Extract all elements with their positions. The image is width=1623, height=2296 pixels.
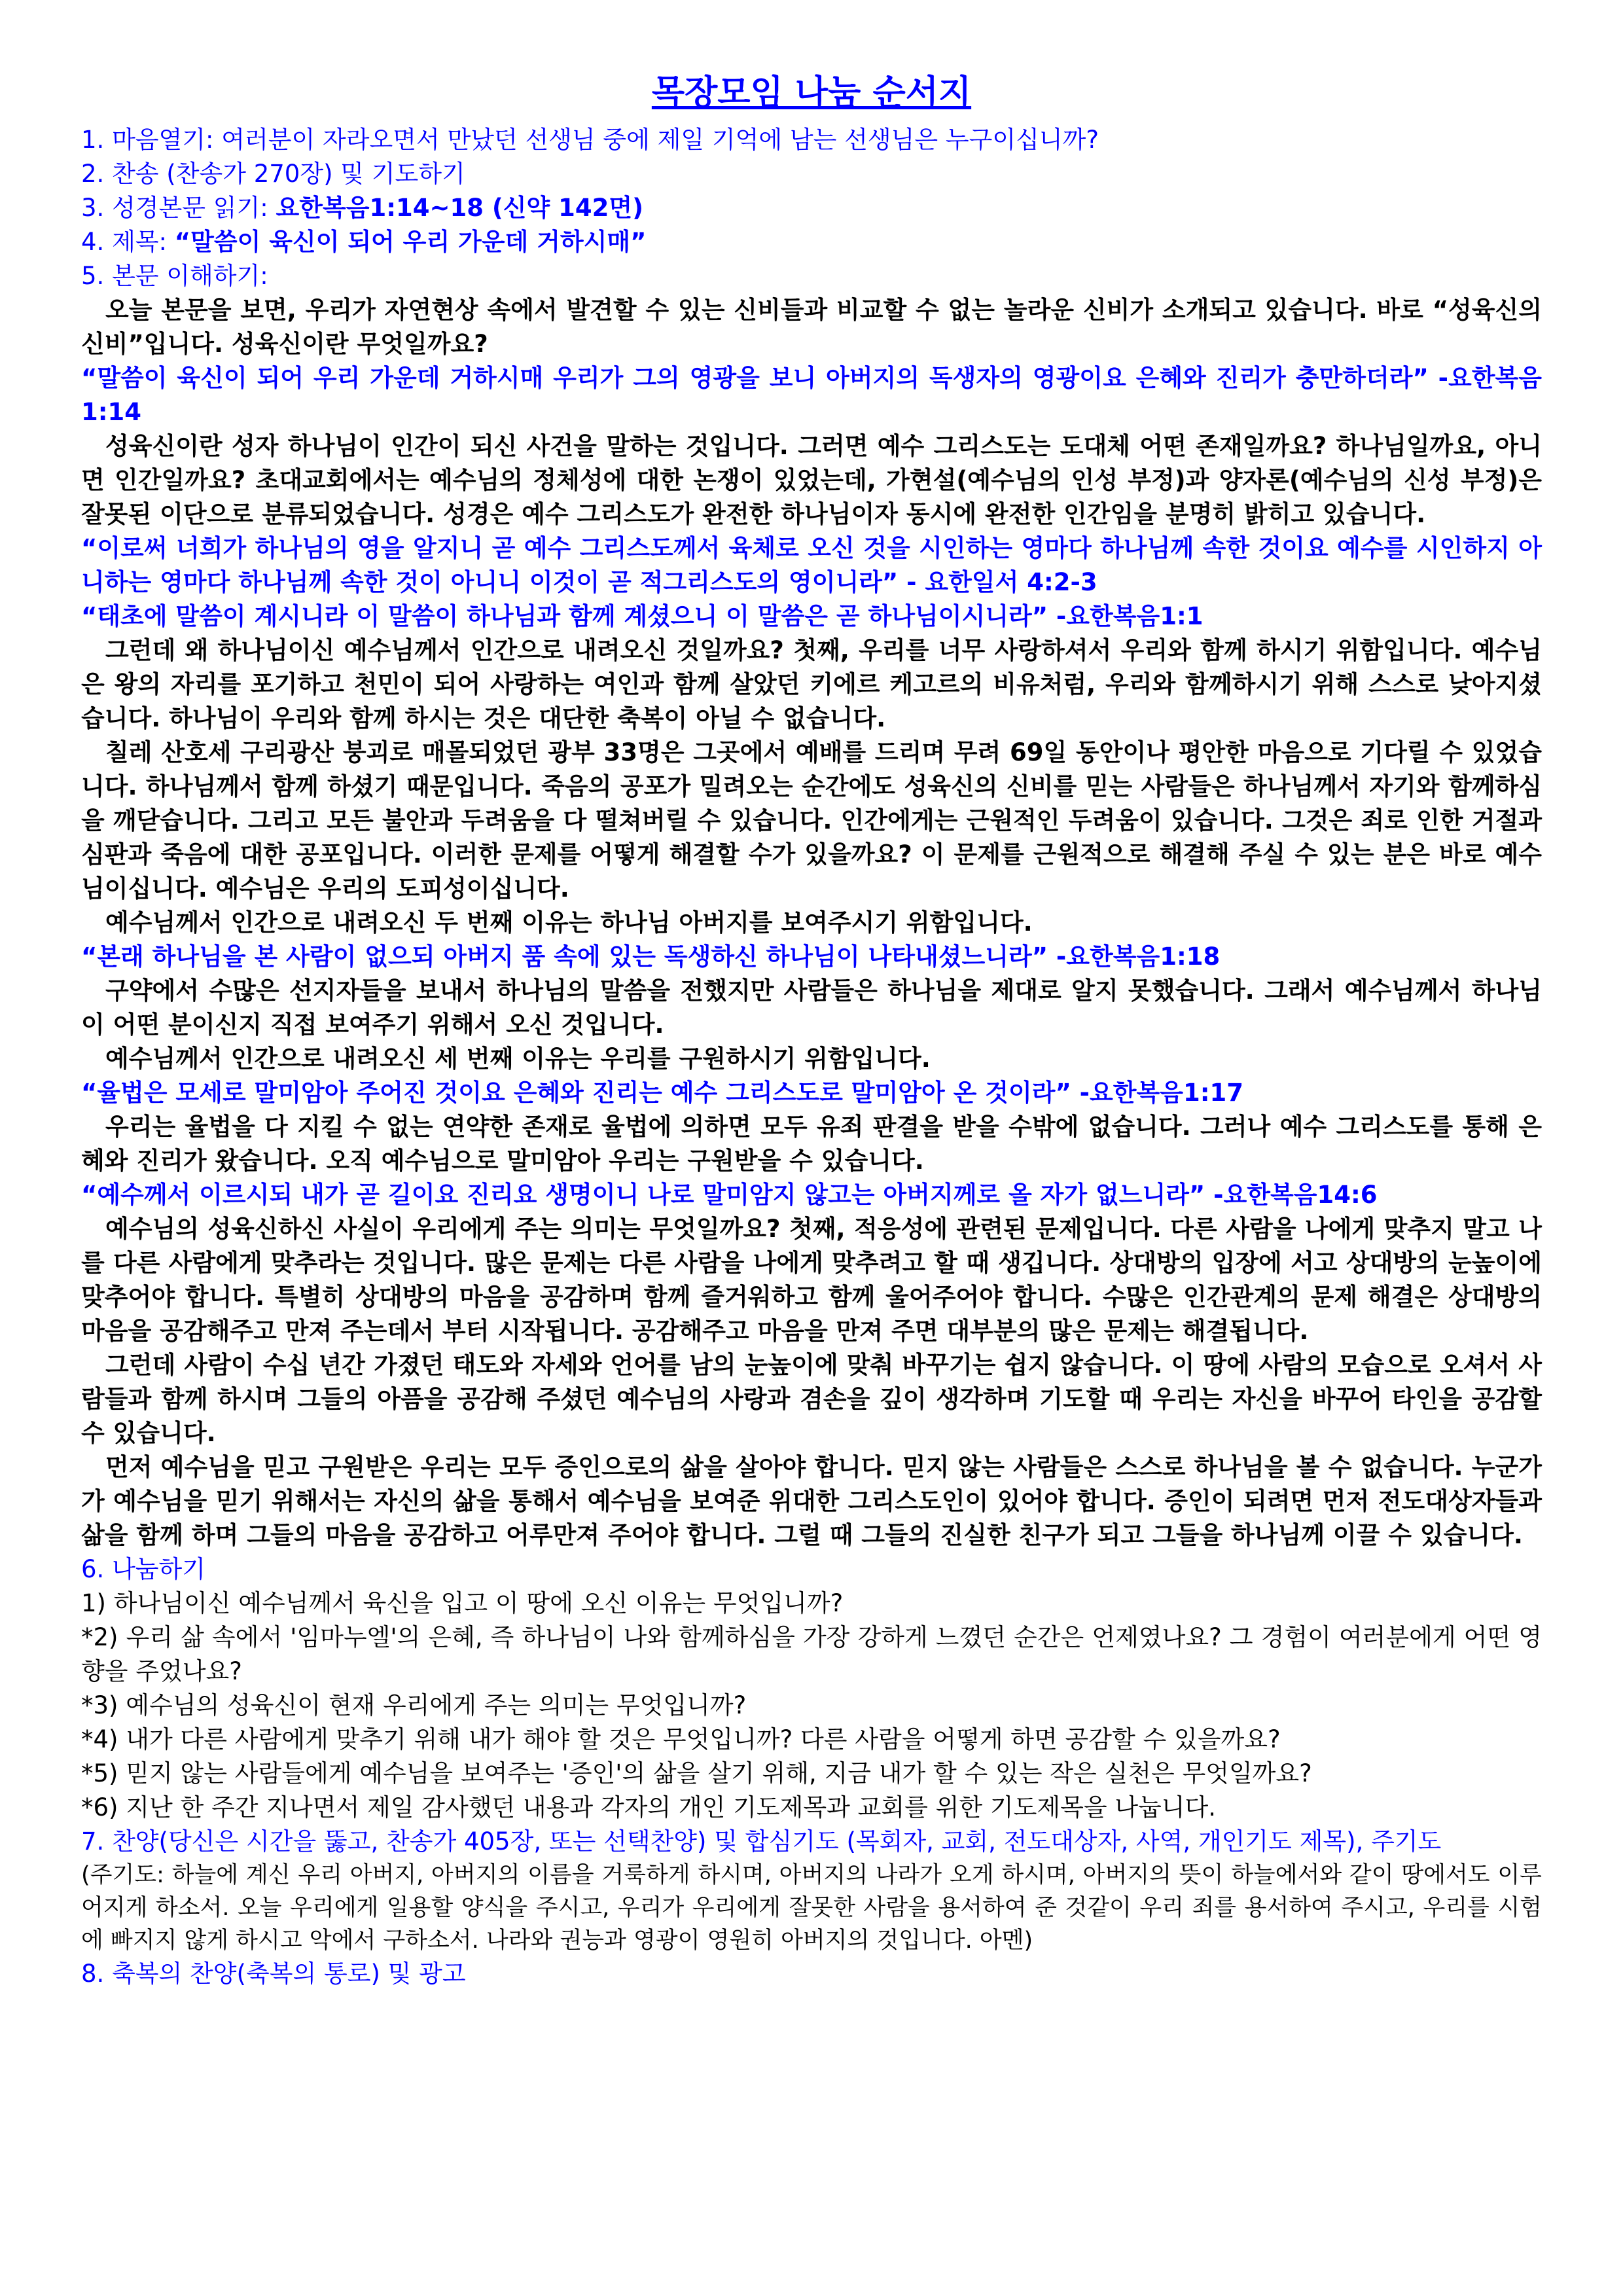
body-paragraph: 예수님께서 인간으로 내려오신 세 번째 이유는 우리를 구원하시기 위함입니다.: [105, 1045, 931, 1073]
sharing-question: 1) 하나님이신 예수님께서 육신을 입고 이 땅에 오신 이유는 무엇입니까?: [81, 1589, 844, 1617]
sharing-question: *3) 예수님의 성육신이 현재 우리에게 주는 의미는 무엇입니까?: [81, 1691, 747, 1719]
item-4-label: 4. 제목:: [81, 228, 175, 256]
body-paragraph: 예수님의 성육신하신 사실이 우리에게 주는 의미는 무엇일까요? 첫째, 적응성에 관련된 문제입니다. 다른 사람을 나에게 맞추지 말고 나를 다른 사람에게 맞추라는 것입니다. 많은 문제는 다른 사람을 나에게 맞추려고 할 때 생깁니다. 상대방의 입장에 서고 상대방의 눈높이에 맞추어야 합니다. 특별히 상대방의 마음을 공감하며 함께 즐거워하고 함께 울어주어야 합니다. 수많은 인간관계의 문제 해결은 상대방의 마음을 공감해주고 만져 주는데서 부터 시작됩니다. 공감해주고 마음을 만져 주면 대부분의 많은 문제는 해결됩니다.: [81, 1215, 1542, 1345]
item-1-opening: 1. 마음열기: 여러분이 자라오면서 만났던 선생님 중에 제일 기억에 남는 선생님은 누구이십니까?: [81, 126, 1099, 154]
body-paragraph: 그런데 사람이 수십 년간 가졌던 태도와 자세와 언어를 남의 눈높이에 맞춰 바꾸기는 쉽지 않습니다. 이 땅에 사람의 모습으로 오셔서 사람들과 함께 하시며 그들의 아픔을 공감해 주셨던 예수님의 사랑과 겸손을 깊이 생각하며 기도할 때 우리는 자신을 바꾸어 타인을 공감할 수 있습니다.: [81, 1351, 1542, 1447]
body-paragraph: 오늘 본문을 보면, 우리가 자연현상 속에서 발견할 수 있는 신비들과 비교할 수 없는 놀라운 신비가 소개되고 있습니다. 바로 “성육신의 신비”입니다. 성육신이란 무엇일까요?: [81, 296, 1542, 358]
body-paragraph: 칠레 산호세 구리광산 붕괴로 매몰되었던 광부 33명은 그곳에서 예배를 드리며 무려 69일 동안이나 평안한 마음으로 기다릴 수 있었습니다. 하나님께서 함께 하셨기 때문입니다. 죽음의 공포가 밀려오는 순간에도 성육신의 신비를 믿는 사람들은 하나님께서 자기와 함께하심을 깨닫습니다. 그리고 모든 불안과 두려움을 다 떨쳐버릴 수 있습니다. 인간에게는 근원적인 두려움이 있습니다. 그것은 죄로 인한 거절과 심판과 죽음에 대한 공포입니다. 이러한 문제를 어떻게 해결할 수가 있을까요? 이 문제를 근원적으로 해결해 주실 수 있는 분은 바로 예수님이십니다. 예수님은 우리의 도피성이십니다.: [81, 738, 1542, 903]
body-paragraph: 먼저 예수님을 믿고 구원받은 우리는 모두 증인으로의 삶을 살아야 합니다. 믿지 않는 사람들은 스스로 하나님을 볼 수 없습니다. 누군가가 예수님을 믿기 위해서는 자신의 삶을 통해서 예수님을 보여준 위대한 그리스도인이 있어야 합니다. 증인이 되려면 먼저 전도대상자들과 삶을 함께 하며 그들의 마음을 공감하고 어루만져 주어야 합니다. 그럴 때 그들의 진실한 친구가 되고 그들을 하나님께 이끌 수 있습니다.: [81, 1453, 1542, 1549]
body-paragraph: 우리는 율법을 다 지킬 수 없는 연약한 존재로 율법에 의하면 모두 유죄 판결을 받을 수밖에 없습니다. 그러나 예수 그리스도를 통해 은혜와 진리가 왔습니다. 오직 예수님으로 말미암아 우리는 구원받을 수 있습니다.: [81, 1113, 1542, 1175]
item-5-understanding: 5. 본문 이해하기:: [81, 262, 268, 290]
page-title: 목장모임 나눔 순서지: [651, 73, 972, 113]
item-4-sermon-title: [81, 225, 1542, 259]
scripture-quote: “말씀이 육신이 되어 우리 가운데 거하시매 우리가 그의 영광을 보니 아버지의 독생자의 영광이요 은혜와 진리가 충만하더라” -요한복음1:14: [81, 364, 1542, 426]
scripture-quote: “이로써 너희가 하나님의 영을 알지니 곧 예수 그리스도께서 육체로 오신 것을 시인하는 영마다 하나님께 속한 것이요 예수를 시인하지 아니하는 영마다 하나님께 속한 것이 아니니 이것이 곧 적그리스도의 영이니라” - 요한일서 4:2-3: [81, 534, 1542, 596]
item-8-blessing: 8. 축복의 찬양(축복의 통로) 및 광고: [81, 1960, 466, 1988]
body-paragraph: 성육신이란 성자 하나님이 인간이 되신 사건을 말하는 것입니다. 그러면 예수 그리스도는 도대체 어떤 존재일까요? 하나님일까요, 아니면 인간일까요? 초대교회에서는 예수님의 정체성에 대한 논쟁이 있었는데, 가현설(예수님의 인성 부정)과 양자론(예수님의 신성 부정)은 잘못된 이단으로 분류되었습니다. 성경은 예수 그리스도가 완전한 하나님이자 동시에 완전한 인간임을 분명히 밝히고 있습니다.: [81, 432, 1543, 528]
sharing-question: *5) 믿지 않는 사람들에게 예수님을 보여주는 '증인'의 삶을 살기 위해, 지금 내가 할 수 있는 작은 실천은 무엇일까요?: [81, 1759, 1312, 1787]
sharing-question: *4) 내가 다른 사람에게 맞추기 위해 내가 해야 할 것은 무엇입니까? 다른 사람을 어떻게 하면 공감할 수 있을까요?: [81, 1725, 1281, 1753]
scripture-quote: “본래 하나님을 본 사람이 없으되 아버지 품 속에 있는 독생하신 하나님이 나타내셨느니라” -요한복음1:18: [81, 942, 1221, 971]
item-3-label: 3. 성경본문 읽기:: [81, 194, 276, 222]
scripture-quote: “태초에 말씀이 계시니라 이 말씀이 하나님과 함께 계셨으니 이 말씀은 곧 하나님이시니라” -요한복음1:1: [81, 602, 1204, 630]
scripture-quote: “율법은 모세로 말미암아 주어진 것이요 은혜와 진리는 예수 그리스도로 말미암아 온 것이라” -요한복음1:17: [81, 1079, 1244, 1107]
item-2-hymn: 2. 찬송 (찬송가 270장) 및 기도하기: [81, 160, 465, 188]
body-paragraph: 그런데 왜 하나님이신 예수님께서 인간으로 내려오신 것일까요? 첫째, 우리를 너무 사랑하셔서 우리와 함께 하시기 위함입니다. 예수님은 왕의 자리를 포기하고 천민이 되어 사랑하는 여인과 함께 살았던 키에르 케고르의 비유처럼, 우리와 함께하시기 위해 스스로 낮아지셨습니다. 하나님이 우리와 함께 하시는 것은 대단한 축복이 아닐 수 없습니다.: [81, 636, 1543, 732]
item-6-sharing-heading: 6. 나눔하기: [81, 1555, 206, 1583]
item-3-reference: 요한복음1:14~18 (신약 142면): [276, 194, 644, 222]
body-paragraph: 예수님께서 인간으로 내려오신 두 번째 이유는 하나님 아버지를 보여주시기 위함입니다.: [105, 908, 1033, 937]
sharing-question: *6) 지난 한 주간 지나면서 제일 감사했던 내용과 각자의 개인 기도제목과 교회를 위한 기도제목을 나눕니다.: [81, 1793, 1217, 1821]
lords-prayer: (주기도: 하늘에 계신 우리 아버지, 아버지의 이름을 거룩하게 하시며, 아버지의 나라가 오게 하시며, 아버지의 뜻이 하늘에서와 같이 땅에서도 이루어지게 하소서. 오늘 우리에게 일용할 양식을 주시고, 우리가 우리에게 잘못한 사람을 용서하여 준 것같이 우리 죄를 용서하여 주시고, 우리를 시험에 빠지지 않게 하시고 악에서 구하소서. 나라와 권능과 영광이 영원히 아버지의 것입니다. 아멘): [81, 1862, 1542, 1954]
sharing-question: *2) 우리 삶 속에서 '임마누엘'의 은혜, 즉 하나님이 나와 함께하심을 가장 강하게 느꼈던 순간은 언제였나요? 그 경험이 여러분에게 어떤 영향을 주었나요?: [81, 1623, 1542, 1685]
item-4-title-text: “말씀이 육신이 되어 우리 가운데 거하시매”: [174, 228, 647, 256]
item-7-praise-prayer: 7. 찬양(당신은 시간을 뚫고, 찬송가 405장, 또는 선택찬양) 및 합심기도 (목회자, 교회, 전도대상자, 사역, 개인기도 제목), 주기도: [81, 1827, 1442, 1856]
scripture-quote: “예수께서 이르시되 내가 곧 길이요 진리요 생명이니 나로 말미암지 않고는 아버지께로 올 자가 없느니라” -요한복음14:6: [81, 1181, 1378, 1209]
body-paragraph: 구약에서 수많은 선지자들을 보내서 하나님의 말씀을 전했지만 사람들은 하나님을 제대로 알지 못했습니다. 그래서 예수님께서 하나님이 어떤 분이신지 직접 보여주기 위해서 오신 것입니다.: [81, 977, 1542, 1039]
item-3-scripture: [81, 191, 1542, 225]
